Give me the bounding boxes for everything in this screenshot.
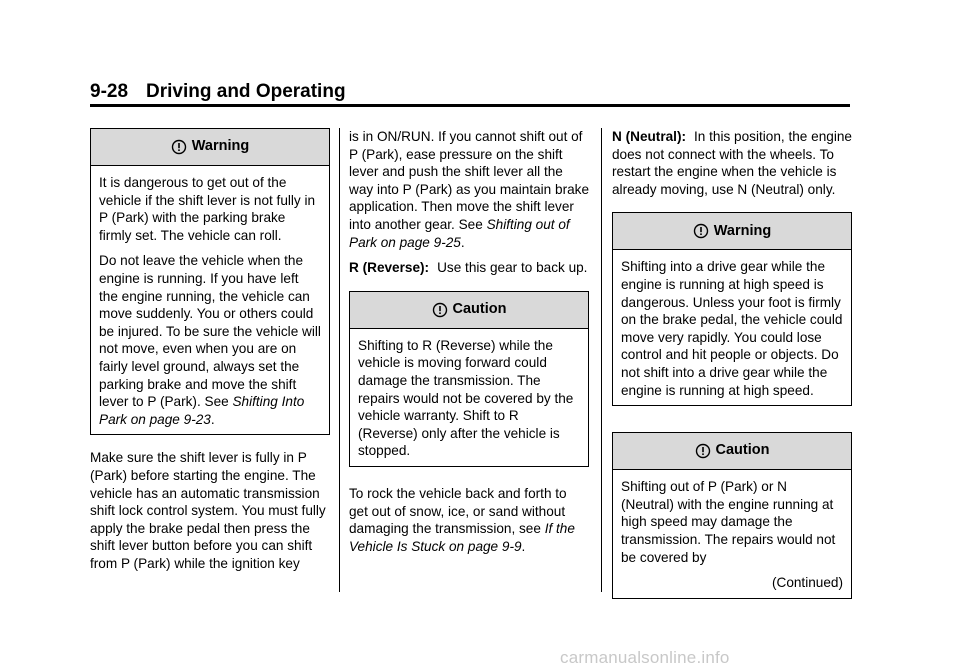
- paragraph-rock-vehicle: [349, 485, 589, 555]
- warning-icon: [171, 139, 187, 155]
- paragraph-shift-out-of-park: [349, 128, 589, 251]
- p2-text: To rock the vehicle back and forth to get out of snow, ice, or sand without damaging the transmission, see: [349, 485, 567, 537]
- warning-box-header: [91, 129, 329, 166]
- column-2: [349, 128, 589, 563]
- caution-text: Shifting out of P (Park) or N (Neutral) with the engine running at high speed may damage the transmission. The repairs would not be covered by: [621, 479, 836, 565]
- warning-paragraph-2: [99, 252, 321, 428]
- cross-reference-shifting-into-park[interactable]: Shifting Into Park on page 9-23: [99, 394, 305, 427]
- warning-p2-end: .: [210, 411, 215, 427]
- caution-icon: [432, 302, 448, 318]
- neutral-label: N (Neutral):: [612, 129, 687, 144]
- warning-p2-text: Do not leave the vehicle when the engine is running. If you have left the engine running, the vehicle can move suddenly. You or others could be injured. To be sure the vehicle will not move, even when you are on fairly level ground, always set the parking brake and move the shift lever to P (Park). See: [99, 253, 321, 410]
- paragraph-shift-lever: Make sure the shift lever is fully in P (Park) before starting the engine. The vehicle has an automatic transmission shift lock control system. You must fully apply the brake pedal then press the shift lever button before you can shift from P (Park) while the ignition key: [90, 450, 326, 571]
- warning-box-body: [91, 166, 329, 434]
- caution-box-header: [350, 292, 588, 329]
- header-text: [90, 80, 850, 104]
- warning-box-body: [613, 250, 851, 405]
- caution-box-header: [613, 433, 851, 470]
- paragraph-neutral: [612, 128, 852, 198]
- cross-reference-vehicle-stuck[interactable]: If the Vehicle Is Stuck on page 9-9: [349, 521, 575, 554]
- column-3: [612, 128, 852, 613]
- reverse-text: Use this gear to back up.: [437, 260, 588, 276]
- caution-box-reverse: [349, 291, 589, 467]
- p2-end: .: [521, 538, 526, 554]
- warning-box-drive-gear: [612, 212, 852, 406]
- column-divider-1: [339, 128, 340, 592]
- header-rule: [90, 104, 850, 107]
- warning-title: Warning: [191, 138, 250, 155]
- warning-title: Warning: [713, 222, 772, 239]
- warning-box-header: [613, 213, 851, 250]
- page-number: 9-28: [90, 81, 129, 102]
- warning-box-park: [90, 128, 330, 435]
- continued-label: (Continued): [771, 575, 843, 591]
- p1-text: is in ON/RUN. If you cannot shift out of P (Park), ease pressure on the shift lever and push the shift lever all the way into P (Park) as you maintain brake application. Then move the shift lever into another gear. See: [349, 129, 590, 232]
- caution-icon: [695, 443, 711, 459]
- caution-box-body: [613, 470, 851, 598]
- warning-paragraph-1: It is dangerous to get out of the vehicle if the shift lever is not fully in P (Park) with the parking brake firmly set. The vehicle can roll.: [99, 175, 316, 243]
- column-divider-2: [601, 128, 602, 592]
- warning-icon: [693, 223, 709, 239]
- column-1: [90, 128, 330, 580]
- warning-text: Shifting into a drive gear while the engine is running at high speed is dangerous. Unless your foot is firmly on the brake pedal, the vehicle could move very rapidly. You could lose control and hit people or objects. Do not shift into a drive gear while the engine is running at high speed.: [621, 259, 843, 398]
- neutral-text: In this position, the engine does not connect with the wheels. To restart the engine when the vehicle is already moving, use N (Neutral) only.: [612, 129, 852, 197]
- caution-box-high-speed: [612, 432, 852, 599]
- caution-title: Caution: [452, 300, 507, 317]
- section-title: Driving and Operating: [146, 81, 346, 102]
- reverse-label: R (Reverse):: [349, 260, 430, 276]
- caution-text: Shifting to R (Reverse) while the vehicle is moving forward could damage the transmission. The repairs would not be covered by the vehicle warranty. Shift to R (Reverse) only after the vehicle is stopped.: [358, 337, 574, 459]
- page-header: [90, 80, 850, 104]
- caution-title: Caution: [715, 442, 770, 459]
- p1-end: .: [460, 234, 465, 250]
- caution-box-body: [350, 329, 588, 466]
- cross-reference-shifting-out-of-park[interactable]: Shifting out of Park on page 9-25: [349, 216, 570, 250]
- paragraph-reverse: [349, 259, 589, 277]
- watermark: carmanualsonline.info: [560, 648, 730, 667]
